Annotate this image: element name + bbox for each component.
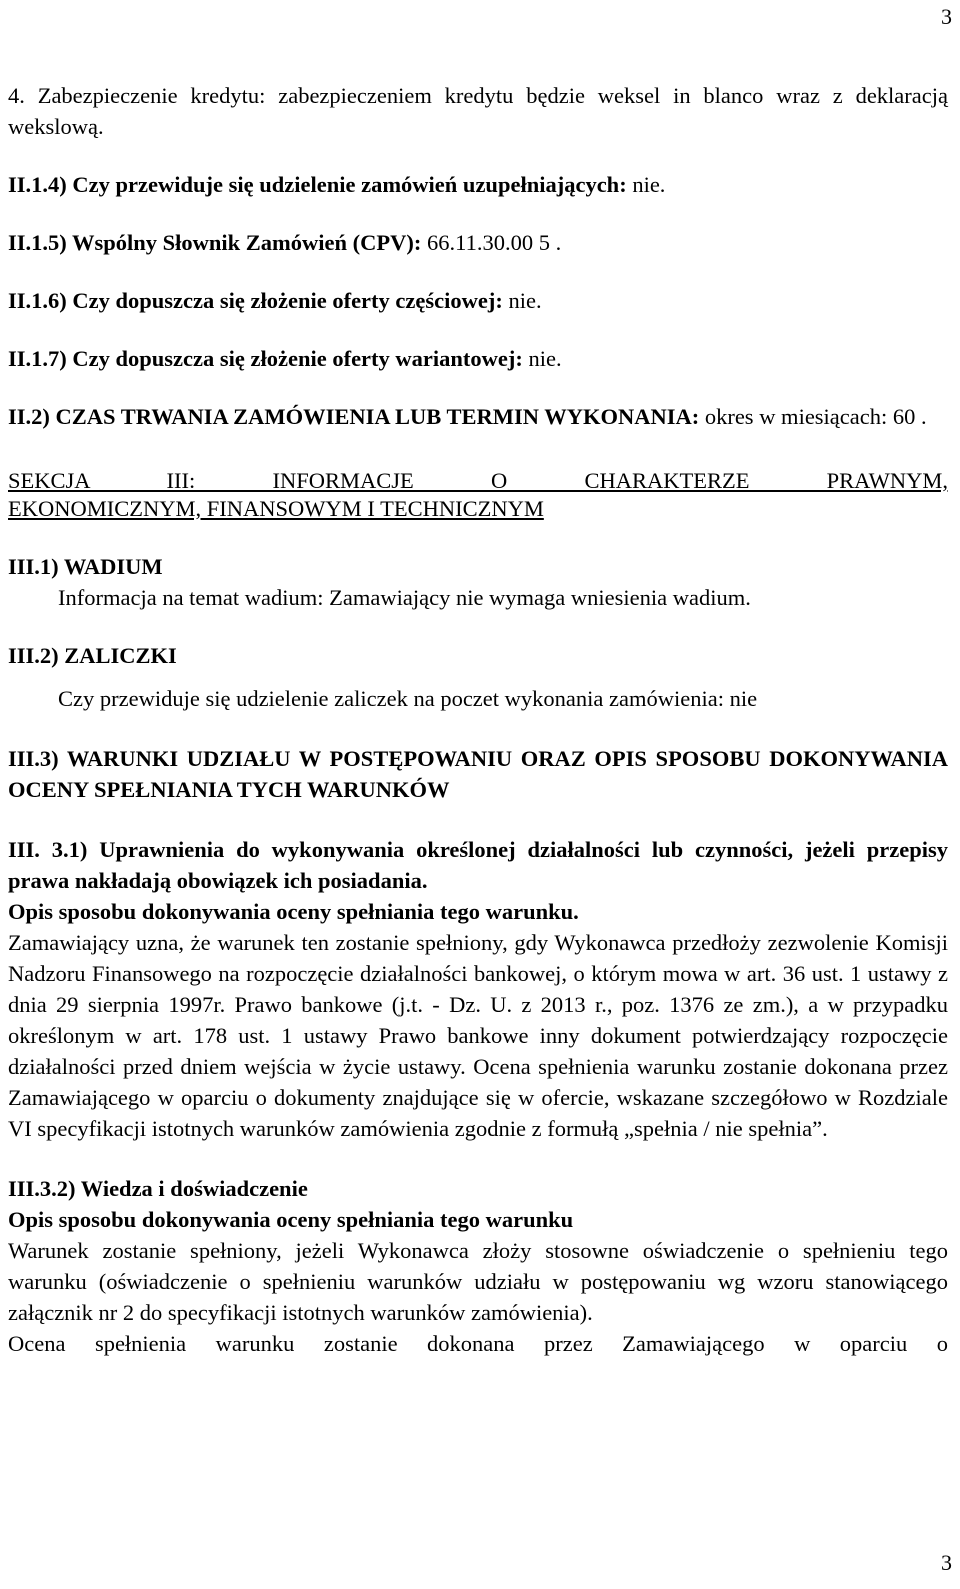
paragraph-czas-trwania (8, 401, 948, 432)
paragraph-cpv (8, 227, 948, 258)
paragraph-oferta-wariantowa (8, 343, 948, 374)
subheading-uprawnienia: Opis sposobu dokonywania oceny spełniania tego warunku. (8, 899, 579, 924)
page-number-bottom: 3 (941, 1550, 952, 1575)
text-wiedza: Warunek zostanie spełniony, jeżeli Wykonawca złoży stosowne oświadczenie o spełnieniu tego warunku (oświadczenie o spełnieniu warunków udziału w postępowaniu wg wzoru stanowiącego załącznik nr 2 do specyfikacji istotnych warunków zamówienia). (8, 1238, 948, 1325)
heading-zaliczki: III.2) ZALICZKI (8, 643, 177, 668)
section-3-title-line1: SEKCJA III: INFORMACJE O CHARAKTERZE PRAWNYM, (8, 468, 948, 493)
text-zaliczki: Czy przewiduje się udzielenie zaliczek na poczet wykonania zamówienia: nie (58, 686, 758, 711)
item-label: II.1.4) Czy przewiduje się udzielenie zamówień uzupełniających: (8, 172, 627, 197)
paragraph-oferta-czesciowa (8, 285, 948, 316)
text-uprawnienia: Zamawiający uzna, że warunek ten zostanie spełniony, gdy Wykonawca przedłoży zezwolenie Komisji Nadzoru Finansowego na rozpoczęcie działalności bankowej, o którym mowa w art. 36 ust. 1 ustawy z dnia 29 sierpnia 1997r. Prawo bankowe (j.t. - Dz. U. z 2013 r., poz. 1376 ze zm.), a w przypadku określonym w art. 178 ust. 1 ustawy Prawo bankowe inny dokument potwierdzający rozpoczęcie działalności przed dniem wejścia w życie ustawy. Ocena spełnienia warunku zostanie dokonana przez Zamawiającego w oparciu o dokumenty znajdujące się w ofercie, wskazane szczegółowo w Rozdziale VI specyfikacji istotnych warunków zamówienia zgodnie z formułą „spełnia / nie spełnia”. (8, 930, 948, 1141)
item-value: okres w miesiącach: 60 . (699, 404, 927, 429)
item-label: II.1.7) Czy dopuszcza się złożenie oferty wariantowej: (8, 346, 523, 371)
heading-wadium: III.1) WADIUM (8, 554, 163, 579)
section-3-title (8, 465, 948, 522)
heading-warunki: III.3) WARUNKI UDZIAŁU W POSTĘPOWANIU ORAZ OPIS SPOSOBU DOKONYWANIA OCENY SPEŁNIANIA TYCH WARUNKÓW (8, 746, 948, 802)
item-label: II.2) CZAS TRWANIA ZAMÓWIENIA LUB TERMIN WYKONANIA: (8, 404, 700, 429)
item-label: II.1.6) Czy dopuszcza się złożenie oferty częściowej: (8, 288, 503, 313)
paragraph-zamowienia-uzupelniajace (8, 169, 948, 200)
item-value: 66.11.30.00 5 . (421, 230, 562, 255)
section-3-title-line2: EKONOMICZNYM, FINANSOWYM I TECHNICZNYM (8, 496, 544, 521)
item-value: nie. (522, 346, 562, 371)
text-wadium: Informacja na temat wadium: Zamawiający nie wymaga wniesienia wadium. (58, 585, 751, 610)
page-number-top: 3 (941, 4, 952, 29)
paragraph-zabezpieczenie: 4. Zabezpieczenie kredytu: zabezpieczeniem kredytu będzie weksel in blanco wraz z deklaracją wekslową. (8, 83, 948, 139)
heading-uprawnienia: III. 3.1) Uprawnienia do wykonywania określonej działalności lub czynności, jeżeli przepisy prawa nakładają obowiązek ich posiadania. (8, 837, 948, 893)
document-body (8, 80, 948, 1359)
item-label: II.1.5) Wspólny Słownik Zamówień (CPV): (8, 230, 422, 255)
heading-wiedza: III.3.2) Wiedza i doświadczenie (8, 1176, 308, 1201)
subheading-wiedza: Opis sposobu dokonywania oceny spełniania tego warunku (8, 1207, 574, 1232)
item-value: nie. (502, 288, 542, 313)
item-value: nie. (626, 172, 666, 197)
text-wiedza-continued: Ocena spełnienia warunku zostanie dokonana przez Zamawiającego w oparciu o (8, 1331, 948, 1356)
